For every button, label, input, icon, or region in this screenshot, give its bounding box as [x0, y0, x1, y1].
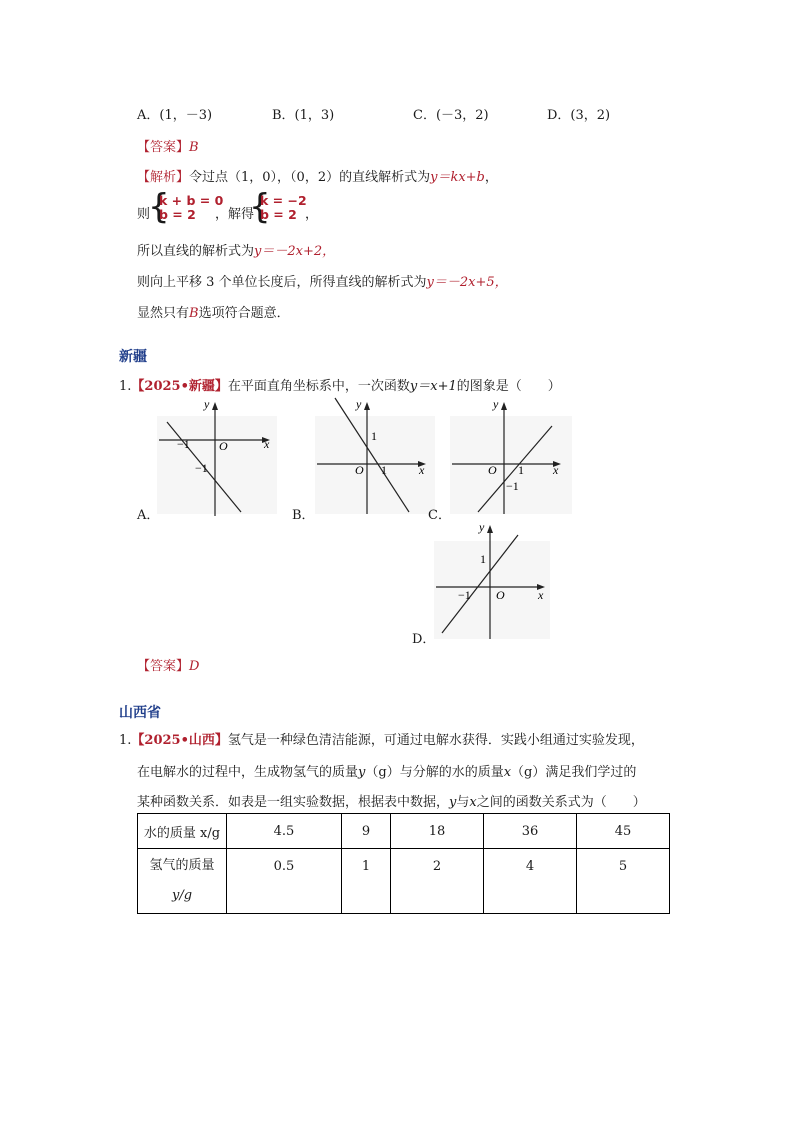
graph-a-background: [157, 416, 277, 514]
analysis-text-4: 则向上平移 3 个单位长度后，所得直线的解析式为: [137, 275, 427, 290]
table-header-water: 水的质量 x/g: [138, 814, 227, 849]
analysis-line-5: [137, 302, 290, 321]
system-2-eq-1: k = −2: [260, 193, 307, 208]
y-axis-arrow: [212, 402, 218, 410]
stem-text-b: 的图象是（ ）: [456, 379, 561, 394]
answer-line-1: [137, 136, 199, 155]
graph-d: [434, 519, 558, 641]
stem-var-y: y: [358, 765, 366, 780]
option-c: C．(－3，2): [413, 108, 489, 123]
x-intercept-label: −1: [458, 588, 471, 602]
analysis-formula-3: y＝－2x+2，: [254, 244, 336, 259]
answer-tag: 【答案】: [137, 140, 190, 155]
x-label: x: [264, 437, 270, 451]
analysis-end-1: ，: [484, 170, 498, 185]
stem-line-3c: 之间的函数关系式为（ ）: [476, 795, 646, 810]
table-row: [138, 814, 670, 849]
option-b: B．(1，3): [272, 108, 335, 123]
stem-text-a: 在平面直角坐标系中，一次函数: [227, 379, 410, 394]
analysis-line-3: [137, 240, 335, 259]
y-axis-arrow: [364, 402, 370, 410]
origin-label: O: [355, 463, 364, 477]
answer-value: D: [189, 659, 200, 674]
y-intercept-label: 1: [371, 429, 377, 443]
table-cell: 2: [391, 849, 484, 914]
analysis-line-2-end: ，: [305, 207, 319, 222]
table-cell: 4.5: [227, 814, 342, 849]
y-label: y: [493, 397, 499, 411]
table-cell: 18: [391, 814, 484, 849]
origin-label: O: [219, 439, 228, 453]
stem-line-1-text: 氢气是一种绿色清洁能源，可通过电解水获得．实践小组通过实验发现，: [227, 733, 644, 748]
table-row: [138, 849, 670, 914]
x-intercept-label: −1: [177, 437, 190, 451]
system-2-eq-2: b = 2: [260, 207, 297, 222]
data-table: [137, 813, 670, 914]
system-1-eq-1: k + b = 0: [159, 193, 224, 208]
table-cell: 36: [484, 814, 577, 849]
x-label: x: [538, 588, 544, 602]
section-heading-xinjiang: 新疆: [119, 349, 147, 365]
y-label: y: [479, 520, 485, 534]
analysis-line-2-mid: ，解得: [215, 207, 255, 222]
x-label: x: [553, 463, 559, 477]
graph-b-letter: B．: [292, 508, 315, 523]
table-cell: 4: [484, 849, 577, 914]
y-label: y: [356, 397, 362, 411]
x-intercept-label: 1: [518, 463, 524, 477]
origin-label: O: [488, 463, 497, 477]
analysis-text-5c: 选项符合题意．: [198, 306, 290, 321]
analysis-text-1: 令过点（1，0），（0，2）的直线解析式为: [189, 170, 431, 185]
stem-line-2b: （g）与分解的水的质量: [365, 765, 504, 780]
table-cell: 1: [341, 849, 390, 914]
graph-c: [450, 396, 574, 516]
table-cell: 0.5: [227, 849, 342, 914]
graph-a-letter: A．: [137, 508, 160, 523]
analysis-text-5b: B: [189, 306, 199, 321]
graph-b: [315, 396, 437, 516]
y-intercept-label: −1: [195, 461, 208, 475]
system-brace-1: {: [148, 187, 170, 227]
analysis-line-4: [137, 271, 508, 290]
header-line-1: 氢气的质量: [149, 858, 215, 873]
y-intercept-label: 1: [480, 552, 486, 566]
y-axis-arrow: [487, 525, 493, 533]
system-1-eq-2: b = 2: [159, 207, 196, 222]
x-intercept-label: 1: [381, 463, 387, 477]
graph-d-letter: D．: [412, 632, 436, 647]
shanxi-stem-line-3: [137, 791, 646, 810]
stem-formula: y＝x+1: [409, 379, 457, 394]
y-intercept-label: −1: [506, 479, 519, 493]
option-a: A．(1，－3): [137, 108, 213, 123]
shanxi-stem-line-2: [137, 761, 636, 780]
question-number: 1.: [119, 379, 132, 394]
analysis-text-3: 所以直线的解析式为: [137, 244, 255, 259]
shanxi-stem-line-1: [119, 729, 644, 748]
stem-var-x: x: [503, 765, 512, 780]
analysis-formula-4: y＝－2x+5，: [426, 275, 508, 290]
table-header-hydrogen: [138, 849, 227, 914]
answer-value: B: [189, 140, 199, 155]
stem-line-3a: 某种函数关系．如表是一组实验数据，根据表中数据，: [137, 795, 450, 810]
analysis-line-1: [137, 166, 498, 185]
table-cell: 5: [577, 849, 670, 914]
y-axis-arrow: [501, 402, 507, 410]
header-line-2: y/g: [171, 888, 193, 903]
question-number: 1.: [119, 733, 132, 748]
option-d: D．(3，2): [547, 108, 611, 123]
table-cell: 45: [577, 814, 670, 849]
y-label: y: [204, 397, 210, 411]
graph-d-background: [434, 541, 550, 639]
system-brace-2: {: [249, 187, 271, 227]
question-source: 【2025•新疆】: [131, 379, 228, 394]
origin-label: O: [496, 588, 505, 602]
question-source: 【2025•山西】: [131, 733, 228, 748]
table-cell: 9: [341, 814, 390, 849]
graph-a: [157, 396, 279, 516]
stem-line-2c: （g）满足我们学过的: [511, 765, 637, 780]
stem-line-2a: 在电解水的过程中，生成物氢气的质量: [137, 765, 359, 780]
graph-c-letter: C．: [428, 508, 451, 523]
stem-line-3b: 与: [456, 795, 470, 810]
section-heading-shanxi: 山西省: [119, 705, 161, 721]
xinjiang-question-stem: [119, 375, 561, 394]
answer-tag: 【答案】: [137, 659, 190, 674]
xinjiang-answer: [137, 655, 199, 674]
analysis-formula-1: y＝kx+b: [430, 170, 485, 185]
x-label: x: [419, 463, 425, 477]
stem-var-x: x: [469, 795, 477, 810]
analysis-tag: 【解析】: [137, 170, 190, 185]
analysis-text-5a: 显然只有: [137, 306, 190, 321]
stem-var-y: y: [449, 795, 457, 810]
analysis-line-2-prefix: 则: [137, 207, 151, 222]
